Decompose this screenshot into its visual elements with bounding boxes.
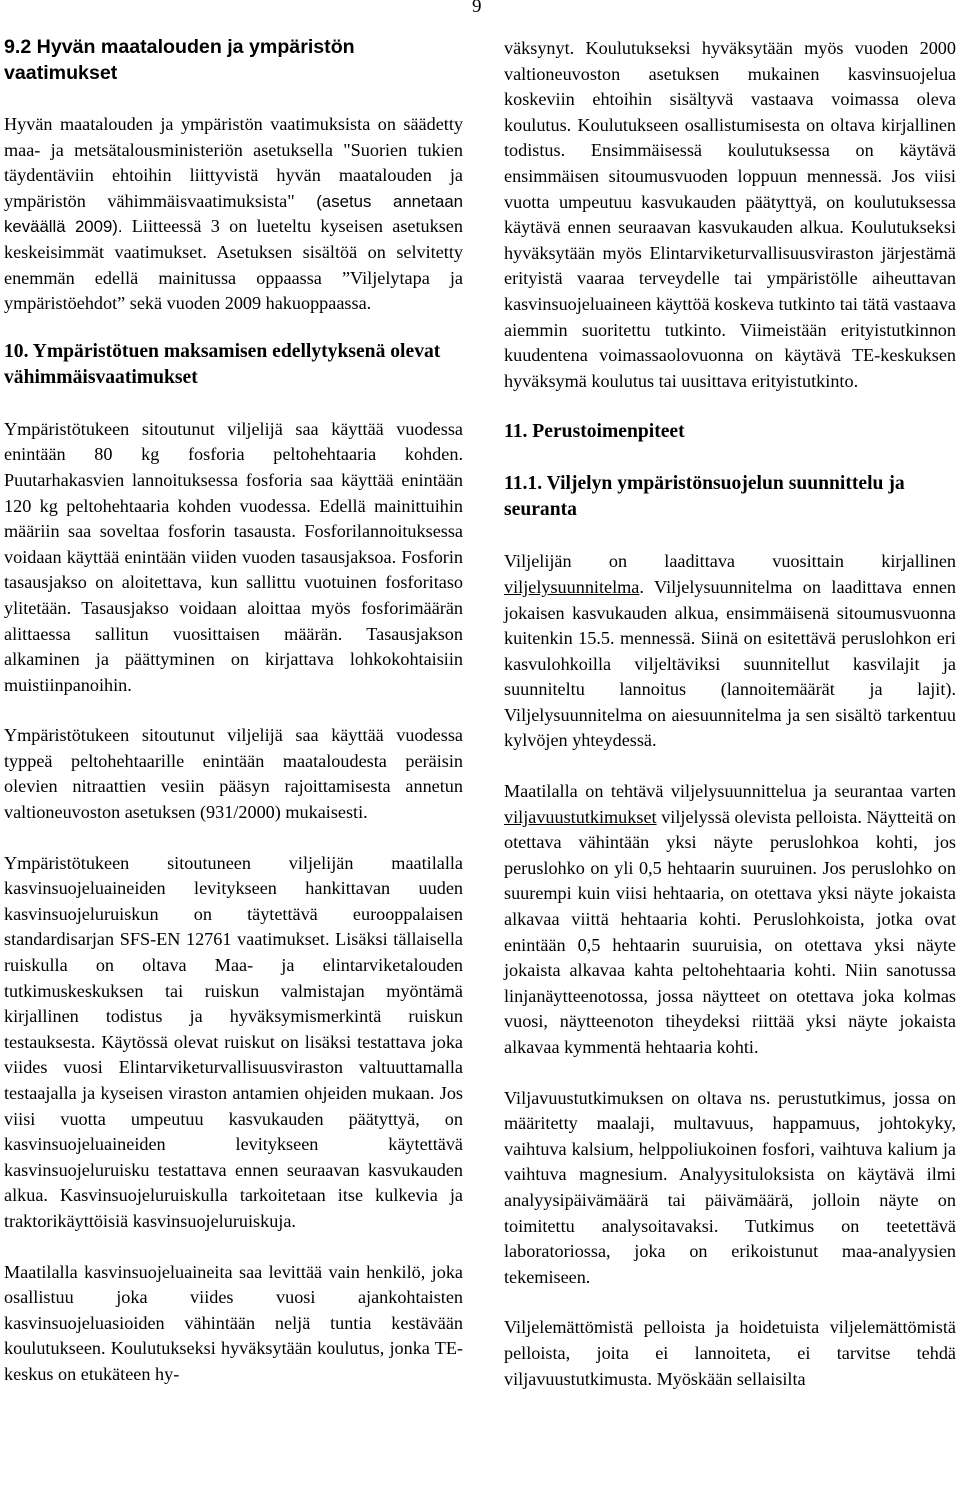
- heading-9-2: 9.2 Hyvän maatalouden ja ympäristön vaatimukset: [4, 36, 355, 84]
- paragraph-phosphorus: Ympäristötukeen sitoutunut viljelijä saa käyttää vuodessa enintään 80 kg fosforia peltohehtaaria kohden. Puutarhakasvien lannoituksessa fosforia saa käyttää enintään 120 kg peltohehtaaria kohden vuodessa. Edellä mainittuihin määriin saa soveltaa fosforin tasausta. Fosforilannoituksessa voidaan käyttää enintään viiden vuoden tasausjaksoa. Fosforin tasausjakso on aloitettava, kun sallittu vuotuinen fosforitaso ylitetään. Tasausjakso voidaan aloittaa myös fosforimäärän alittaessa sallitun vuosittaisen määrän. Tasausjakson alkaminen ja päättyminen on kirjattava lohkokohtaisiin muistiinpanoihin.: [4, 418, 463, 695]
- paragraph-sprayer: Ympäristötukeen sitoutuneen viljelijän maatilalla kasvinsuojeluaineiden levitykseen hankittavan uuden kasvinsuojeluruiskun on täytettävä eurooppalaisen standardisarjan SFS-EN 12761 vaatimukset. Lisäksi tällaisella ruiskulla on oltava Maa- ja elintarviketalouden tutkimuskeskuksen tai ruiskun valmistajan myöntämä kirjallinen todistus ja hyväksymismerkintä ruiskun testauksesta. Käytössä olevat ruiskut on lisäksi testattava joka viides vuosi Elintarviketurvallisuusviraston valtuuttamalla testaajalla ja kyseisen viraston antamien ohjeiden mukaan. Jos viisi vuotta umpeutuu kasvukauden päätyttyä, on kasvinsuojeluaineiden levitykseen käytettävä kasvinsuojeluruisku testattava ennen seuraavan kasvukauden alkua. Kasvinsuojeluruiskulla tarkoitetaan itse kulkevia ja traktorikäyttöisiä kasvinsuojeluruiskuja.: [4, 852, 463, 1231]
- paragraph-text: Liitteessä 3 on lueteltu kyseisen asetuksen keskeisimmät vaatimukset. Asetuksen sisältöä on selvitetty enemmän edellä mainitussa oppaassa ”Viljelytapa ja ympäristöehdot” sekä vuoden 2009 hakuoppaassa.: [4, 216, 463, 314]
- heading-11-1: 11.1. Viljelyn ympäristönsuojelun suunnittelu ja seuranta: [504, 473, 905, 521]
- paragraph-text-sans: (asetus annetaan keväällä 2009).: [4, 191, 463, 237]
- left-column: [4, 34, 463, 1413]
- paragraph-training-continued: väksynyt. Koulutukseksi hyväksytään myös vuoden 2000 valtioneuvoston asetuksen mukainen kasvinsuojelua koskeviin ehtoihin sisältyvä vastaava voimassa oleva koulutus. Koulutukseen osallistumisesta on oltava kirjallinen todistus. Ensimmäisessä koulutuksessa on käytävä ensimmäisen sitoumusvuoden loppuun mennessä. Jos viisi vuotta umpeutuu kasvukauden päätyttyä, on koulutuksessa käytävä ennen seuraavan kasvukauden alkua. Koulutukseksi hyväksytään myös Elintarviketurvallisuusviraston järjestämä erityistä vaaraa terveydelle tai ympäristölle aiheuttavan kasvinsuojeluaineen käyttöä koskeva tutkinto tai tätä vastaava aiemmin suoritettu tutkinto. Viimeistään erityistutkinnon kuudentena voimassaolovuonna on käytävä TE-keskuksen hyväksymä koulutus tai uusittava erityistutkinto.: [504, 38, 956, 391]
- heading-10: 10. Ympäristötuen maksamisen edellytyksenä olevat vähimmäisvaatimukset: [4, 340, 441, 388]
- heading-11: 11. Perustoimenpiteet: [504, 421, 685, 443]
- paragraph-text: viljelyssä olevista pelloista. Näytteitä on otettava vähintään yksi näyte peruslohkoa kohti, jos peruslohko on yli 0,5 hehtaarin suuruinen. Jos peruslohko on suurempi kuin viisi hehtaaria, on otettava yksi näyte jokaista alkavaa viittä hehtaaria kohti. Peruslohkoista, jotka ovat enintään 0,5 hehtaarin suuruisia, on otettava yksi näyte jokaista alkavaa kahta peltohehtaaria kohti. Niin sanotussa linjanäytteenotossa, jossa näytteet on otettava joka kolmas vuosi, näytteenoton tiheydeksi riittää yksi näyte jokaista alkavaa kymmentä hehtaaria kohti.: [504, 806, 956, 1057]
- paragraph-uncultivated-fields: Viljelemättömistä pelloista ja hoidetuista viljelemättömistä pelloista, joita ei lannoiteta, ei tarvitse tehdä viljavuustutkimusta. Myöskään sellaisilta: [504, 1317, 956, 1389]
- underlined-term-viljavuustutkimukset: viljavuustutkimukset: [504, 806, 657, 827]
- paragraph-nitrogen: Ympäristötukeen sitoutunut viljelijä saa käyttää vuodessa typpeä peltohehtaarille enintään maataloudesta peräisin olevien nitraattien vesiin pääsyn rajoittamisesta annetun valtioneuvoston asetuksen (931/2000) mukaisesti.: [4, 725, 463, 823]
- paragraph-requirements-intro: [4, 112, 463, 317]
- page-number: 9: [472, 0, 482, 17]
- right-column: [504, 36, 956, 1417]
- paragraph-training: Maatilalla kasvinsuojeluaineita saa levittää vain henkilö, joka osallistuu joka viides vuosi ajankohtaisten kasvinsuojeluasioiden vähintään neljä tuntia kestävään koulutukseen. Koulutukseksi hyväksytään koulutus, jonka TE-keskus on etukäteen hy-: [4, 1261, 463, 1384]
- paragraph-soil-tests: [504, 779, 956, 1061]
- paragraph-text: Maatilalla on tehtävä viljelysuunnittelua ja seurantaa varten: [504, 781, 956, 802]
- paragraph-text: Hyvän maatalouden ja ympäristön vaatimuksista on säädetty maa- ja metsätalousministeriön asetuksella "Suorien tukien täydentäviin ehtoihin liittyvistä hyvän maatalouden ja ympäristön vähimmäisvaatimuksista": [4, 114, 463, 211]
- underlined-term-viljelysuunnitelma: viljelysuunnitelma: [504, 576, 640, 597]
- paragraph-text: . Viljelysuunnitelma on laadittava ennen jokaisen kasvukauden alkua, ensimmäisenä sitoumusvuonna kuitenkin 15.5. mennessä. Siinä on esitettävä peruslohkon eri kasvulohkoilla viljeltäviksi suunnitellut kasvilajit ja suunniteltu lannoitus (lannoitemäärät ja lajit). Viljelysuunnitelma on aiesuunnitelma ja sen sisältö tarkentuu kylvöjen yhteydessä.: [504, 576, 956, 751]
- paragraph-text: Viljelijän on laadittava vuosittain kirjallinen: [504, 551, 956, 572]
- paragraph-cultivation-plan: [504, 549, 956, 754]
- paragraph-basic-study: Viljavuustutkimuksen on oltava ns. perustutkimus, jossa on määritetty maalaji, multavuus, happamuus, johtokyky, vaihtuva kalsium, helppoliukoinen fosfori, vaihtuva kalium ja vaihtuva magnesium. Analyysituloksista on käytävä ilmi analyysipäivämäärä tai päivämäärä, jolloin näyte on toimitettu analysoitavaksi. Tutkimus on teetettävä laboratoriossa, joka on erikoistunut maa-analyysien tekemiseen.: [504, 1087, 956, 1287]
